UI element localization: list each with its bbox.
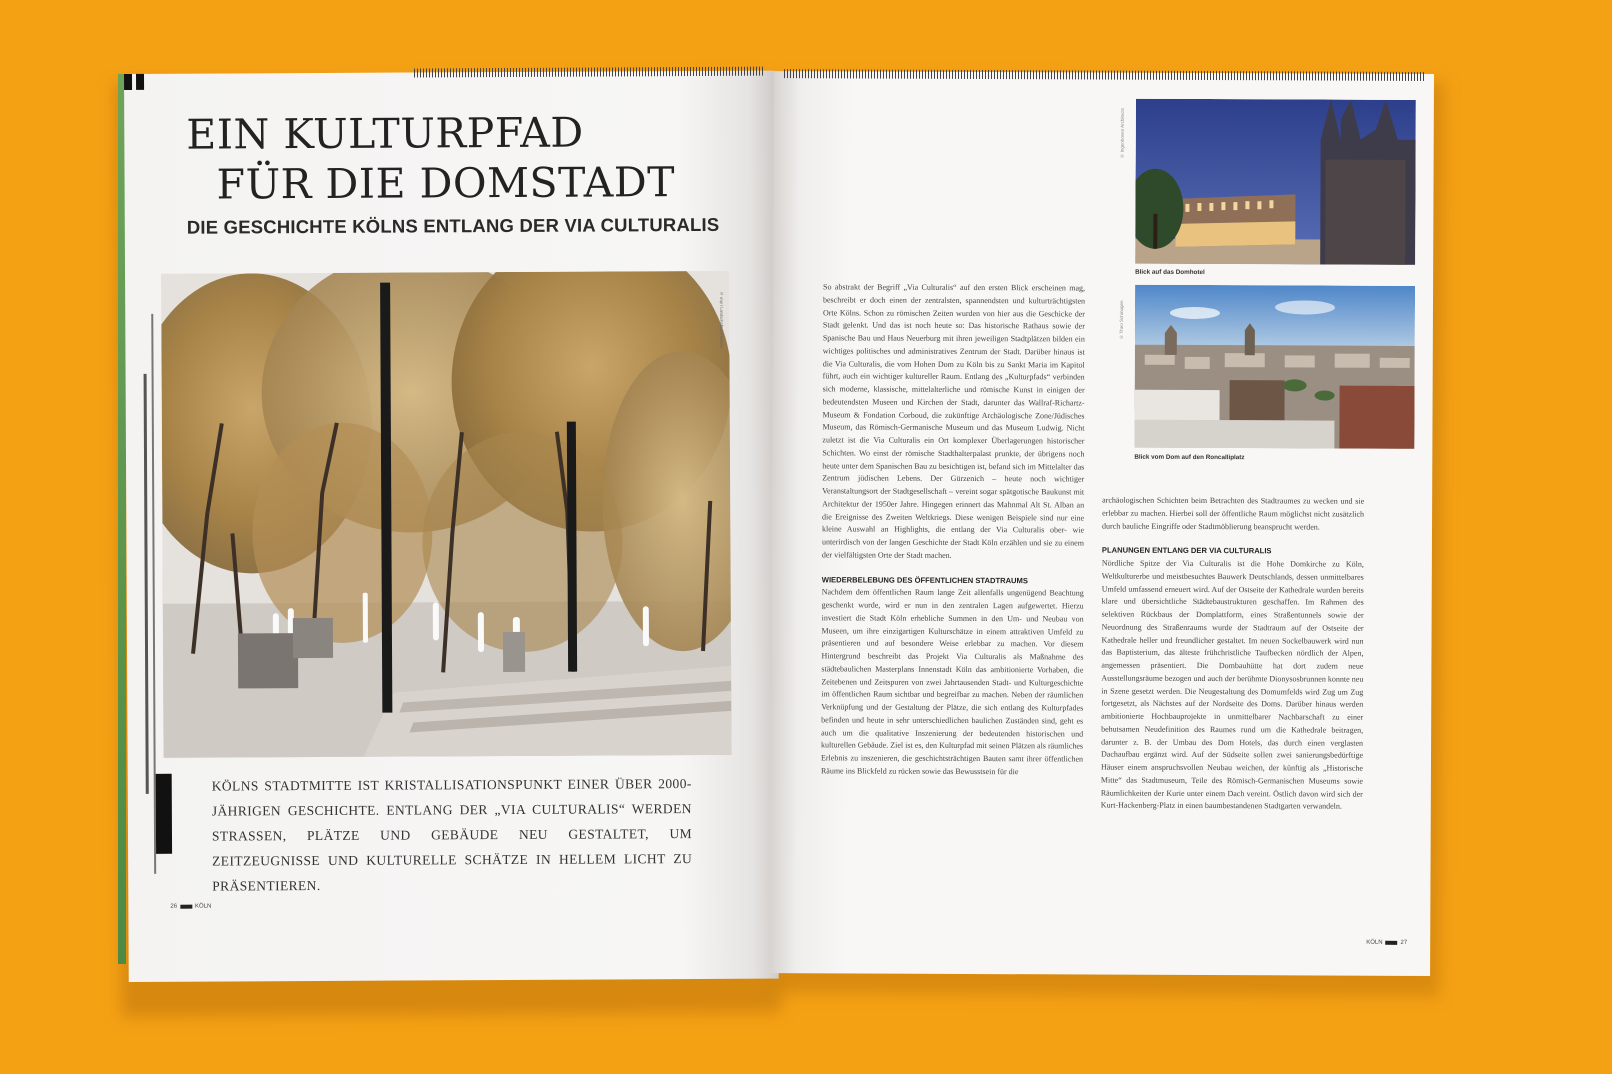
top-tick-strip [784,69,1424,81]
page-title [186,107,747,210]
domhotel-illustration [1135,99,1416,265]
page-subtitle: DIE GESCHICHTE KÖLNS ENTLANG DER VIA CULTURALIS [186,213,720,238]
title-line-2: FÜR DIE DOMSTADT [216,158,676,209]
column2-paragraph-2: Nördliche Spitze der Via Culturalis ist die Hohe Domkirche zu Köln, Weltkulturerbe und meistbesuchtes Bauwerk Deutschlands, dessen unmittelbares Umfeld umfassend erneuert wird. Auf der Ostseite der Kathedrale wurden bereits klare und übersichtliche Städtebaustrukturen geschaffen. Im Rahmen des selektiven Rückbaus der Domplattform, eines Straßentunnels sowie der Neuordnung des Straßenraums wurde der Stadtraum auf der Ostseite der Kathedrale heller und freundlicher gestaltet. Im neuen Sockelbauwerk wird nun das Baptisterium, das älteste frühchristliche Taufbecken nördlich der Alpen, angemessen präsentiert. Die Dombauhütte hat dort zudem neue Ausstellungsräume bezogen und auch der berühmte Dionysosbrunnen konnte neu in Szene gesetzt werden. Die Neugestaltung des Domumfelds wird Zug um Zug fortgesetzt, als Nächstes auf der Nordseite des Doms. Darüber hinaus werden ambitionierte Hochbauprojekte in unmittelbarer Nachbarschaft zu einer behutsamen Neudefinition des Raumes rund um die Kathedrale beitragen, darunter z. B. der Umbau des Dom Hotels, das durch einen verglasten Dachaufbau ergänzt wird. Auf der Südseite sollen zwei sanierungsbedürftige Häuser einem anspruchsvollen Neubau weichen, der künftig als „Historische Mitte“ das Stadtmuseum, Teile des Römisch-Germanischen Museums sowie Räumlichkeiten der Kurie unter einem Dach vereint. Östlich davon wird sich der Kurt-Hackenberg-Platz in einen baumbestandenen Stadtgarten verwandeln. [1100,558,1364,811]
image1-caption: Blick auf das Domhotel [1135,268,1205,277]
title-line-1: EIN KULTURPFAD [186,108,584,159]
pullquote: KÖLNS STADTMITTE IST KRISTALLISATIONSPUNKT EINER ÜBER 2000-JÄHRIGEN GESCHICHTE. ENTLANG DER „VIA CULTURALIS“ WERDEN STRASSEN, PLÄTZE UND GEBÄUDE NEU GESTALTET, UM ZEITZEUGNISSE UND KULTURELLE SCHÄTZE IN HELLEM LICHT ZU PRÄSENTIEREN. [211,776,693,894]
roncalliplatz-image [1134,285,1415,449]
domhotel-image [1135,99,1416,265]
column1-paragraph-2: Nachdem dem öffentlichen Raum lange Zeit allenfalls ungenügend Beachtung geschenkt wurde, wird er nun in den zentralen Lagen aufgewertet. Hierzu investiert die Stadt Köln erhebliche Summen in den Um- und Neubau von Museen, um ihre einzigartigen Kulturschätze in einem attraktiven Umfeld zu präsentieren und auf besondere Weise erlebbar zu machen. Vor diesem Hintergrund beschreibt das Projekt Via Culturalis als Maßnahme des städtebaulichen Masterplans Innenstadt Köln das ambitionierte Vorhaben, die Zeitebenen und Zeitspuren von zwei Jahrtausenden Stadt- und Kulturgeschichte im öffentlichen Raum sichtbar und begreifbar zu machen. Neben der räumlichen Verknüpfung und der Gestaltung der Plätze, die sich entlang des Kulturpfades befinden und heute in sehr unterschiedlichen baulichen Zuständen sind, geht es auch um die qualitative Inszenierung der bedeutenden historischen und kulturellen Gebäude. Ziel ist es, den Kulturpfad mit seinen Plätzen als räumliches Erlebnis zu inszenieren, die geschichtsträchtigen Bauten samt ihrer öffentlichen Räume ins Blickfeld zu rücken sowie das Bewusstsein für die [820,587,1084,776]
architecture-model-photo [161,271,732,758]
section-name: KÖLN [195,903,212,910]
section-name: KÖLN [1366,939,1383,946]
column2-paragraph-1: archäologischen Schichten beim Betrachten des Stadtraumes zu wecken und sie erlebbar zu machen. Hierbei soll der öffentliche Raum möglichst nicht zusätzlich durch bauliche Eingriffe oder Stadtmöblierung beansprucht werden. [1102,495,1365,532]
left-folio [170,904,211,910]
pullquote-bar [156,774,172,854]
model-trees-illustration [161,271,732,758]
corner-mark [136,74,144,90]
right-folio [1366,940,1407,946]
left-page [124,71,779,982]
folio-bar [1386,941,1398,945]
text-column-1 [821,281,1085,779]
top-tick-strip [414,67,764,78]
right-page [770,71,1434,976]
folio-bar [180,905,192,909]
page-number: 26 [170,903,178,910]
corner-mark [124,74,132,90]
image1-credit: © Ingenhoven Architects [1119,108,1125,159]
column1-heading: WIEDERBELEBUNG DES ÖFFENTLICHEN STADTRAUMS [821,574,1028,585]
page-number: 27 [1400,939,1408,946]
city-view-illustration [1134,285,1415,449]
text-column-2 [1101,495,1364,814]
column2-heading: PLANUNGEN ENTLANG DER VIA CULTURALIS [1101,545,1272,556]
photo-credit: © rmp / Landschaftsarchitekten [719,290,725,349]
image2-credit: © Theo Schmugen [1118,300,1125,340]
column1-paragraph-1: So abstrakt der Begriff „Via Culturalis“ auf den ersten Blick erscheinen mag, beschreibt er doch einen der zentralsten, spannendsten und kulturträchtigsten Orte Kölns. Schon zu römischen Zeiten wurden von hier aus die Geschicke der Stadt gelenkt. Und das ist noch heute so: Das historische Rathaus sowie der Spanische Bau und Haus Neuerburg mit ihren jeweiligen Stadtplätzen bilden ein wichtiges politisches und administratives Zentrum der Stadt. Darüber hinaus ist die Via Culturalis, die vom Hohen Dom zu Köln bis zu Sankt Maria im Kapitol führt, auch ein wichtiger kultureller Raum. Entlang des „Kulturpfads“ verbinden sich moderne, klassische, mittelalterliche und römische Kunst in einigen der bedeutendsten Museen und Kirchen der Stadt, darunter das Wallraf-Richartz-Museum & Fondation Corboud, die zukünftige Archäologische Zone/Jüdisches Museum, das Römisch-Germanische Museum und das Museum Ludwig. Nicht zuletzt ist die Via Culturalis ein Ort komplexer Überlagerungen historischer Schichten. Wo einst der römische Stadthalterpalast prunkte, der übrigens noch heute unter dem Spanischen Bau zu besichtigen ist, befand sich im Mittelalter das Zentrum jüdischen Lebens. Der Gürzenich – heute noch wichtiger Veranstaltungsort der Stadtgesellschaft – vereint sogar spätgotische Baukunst mit Architektur der 1950er Jahre. Hingegen erinnert das Mahnmal Alt St. Alban an die Ereignisse des Zweiten Weltkriegs. Diese wenigen Beispiele sind nur eine kleine Auswahl an Highlights, die entlang der Via Culturalis ober- wie unterirdisch von der langen Geschichte der Stadt Köln erzählen und sie zu einem der vielfältigsten Orte der Stadt machen. [821,282,1086,560]
image2-caption: Blick vom Dom auf den Roncalliplatz [1134,453,1245,462]
